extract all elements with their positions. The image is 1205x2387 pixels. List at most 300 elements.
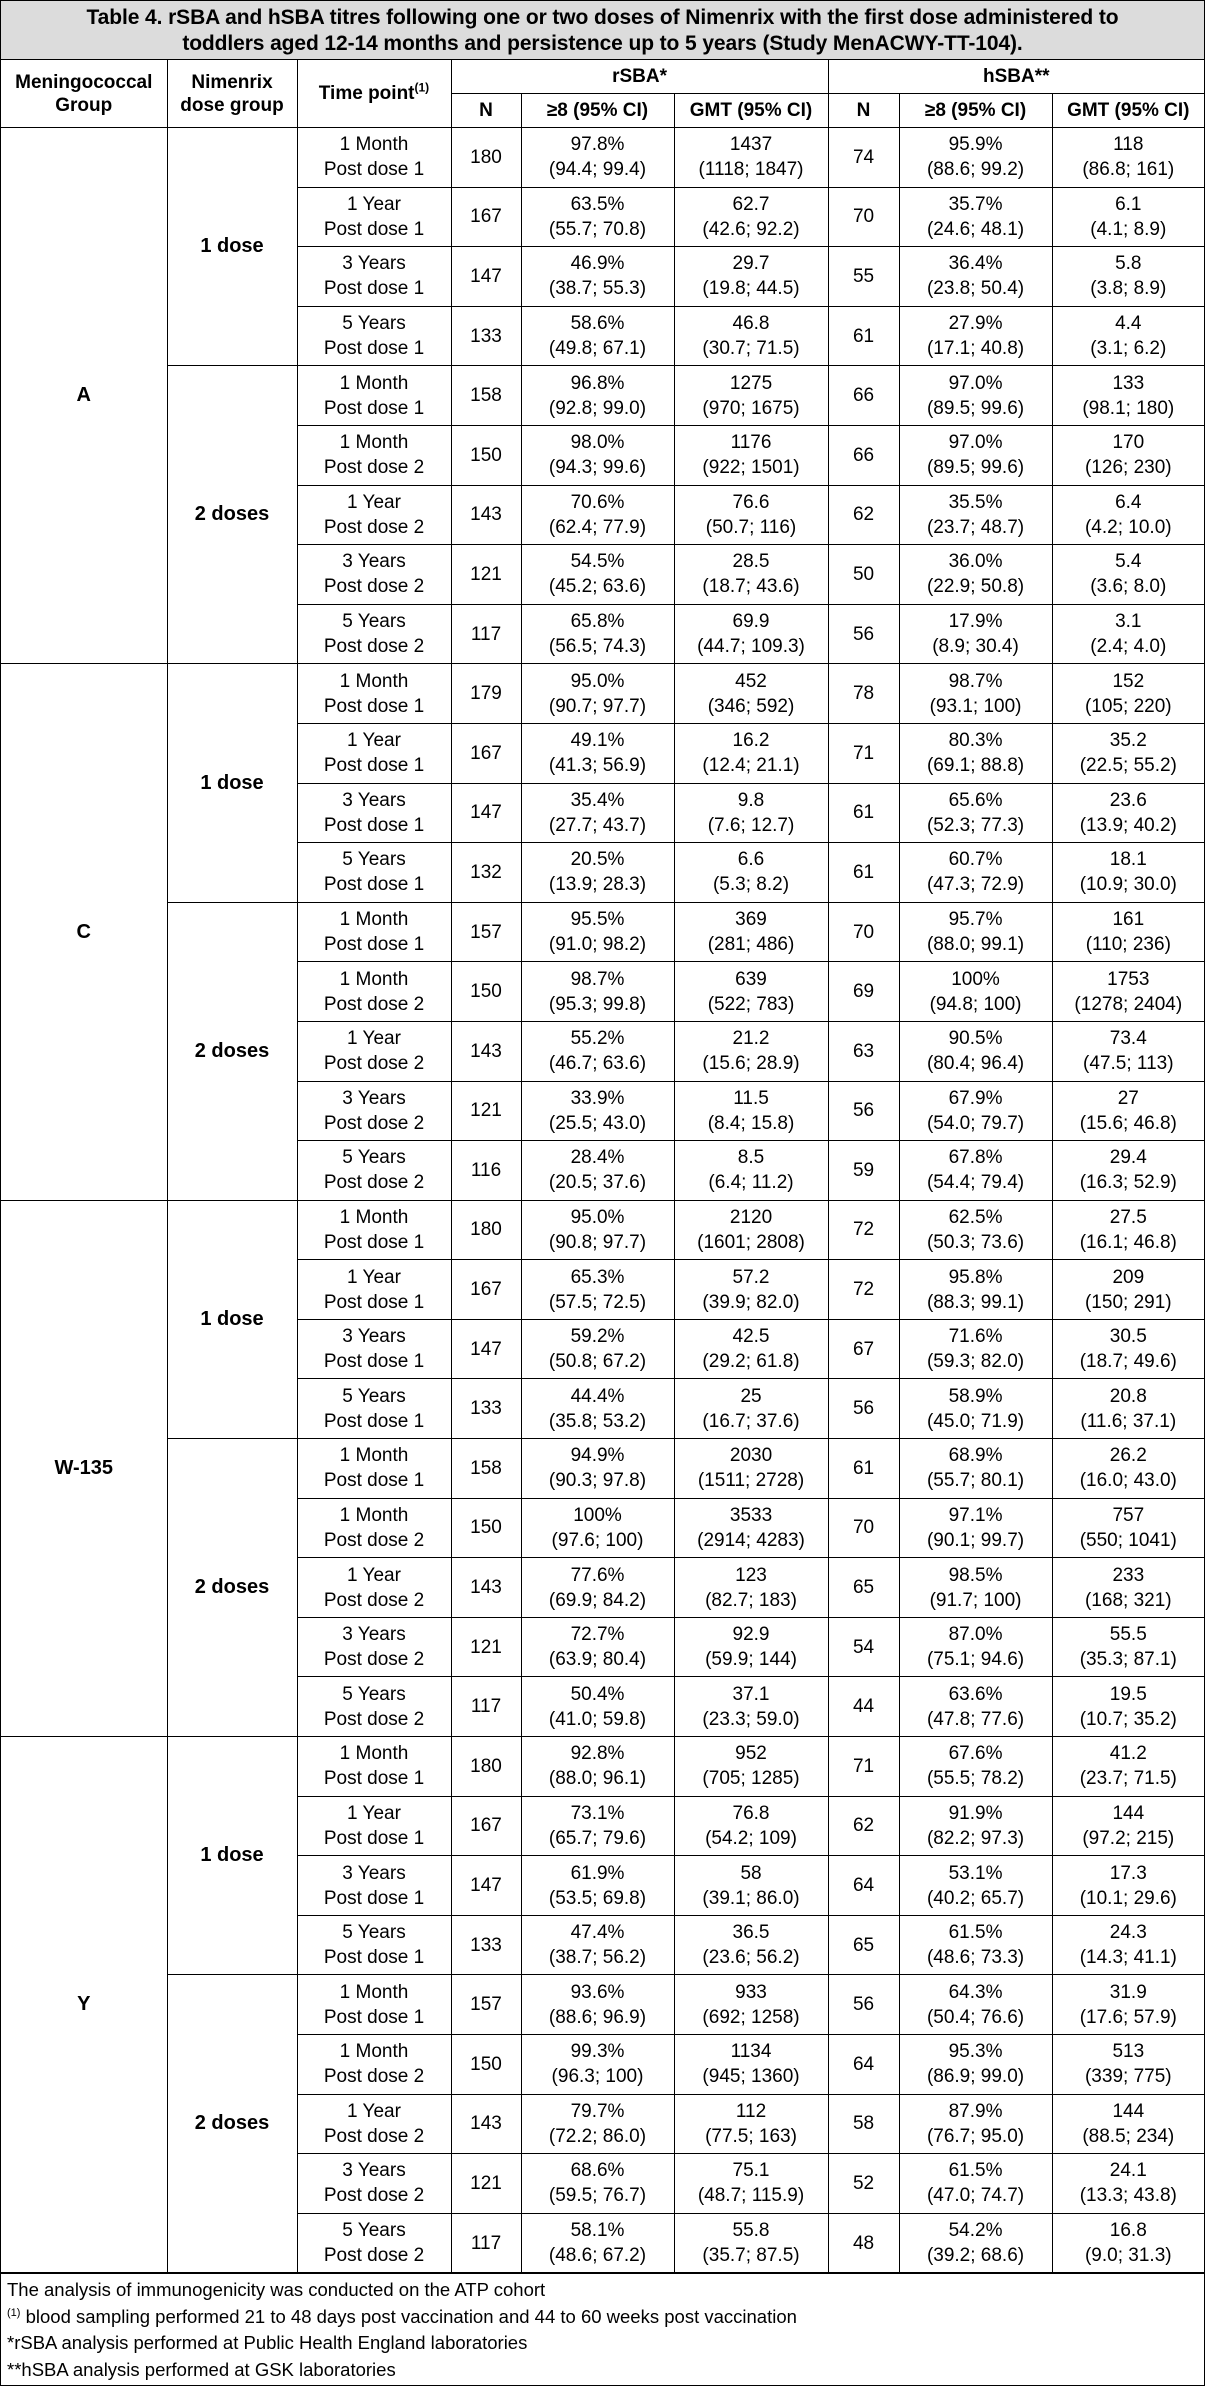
hsba-n-cell: 59 bbox=[828, 1141, 899, 1201]
caption-line-2: toddlers aged 12-14 months and persistence up to 5 years (Study MenACWY-TT-104). bbox=[182, 32, 1023, 55]
hsba-n-cell: 64 bbox=[828, 2035, 899, 2095]
value-main: 452 bbox=[735, 670, 767, 692]
hsba-n-cell: 61 bbox=[828, 783, 899, 843]
value-ci: (47.5; 113) bbox=[1083, 1053, 1174, 1075]
header-hsba-gmt: GMT (95% CI) bbox=[1052, 94, 1204, 128]
value-ci: (59.3; 82.0) bbox=[926, 1351, 1025, 1373]
footnote-hsba: **hSBA analysis performed at GSK laboratories bbox=[7, 2358, 396, 2380]
value-ci: (91.0; 98.2) bbox=[548, 934, 647, 956]
time-point-cell bbox=[297, 306, 451, 366]
hsba-n-cell: 50 bbox=[828, 545, 899, 605]
value-main: 65.8% bbox=[570, 611, 625, 633]
value-ci: (13.9; 28.3) bbox=[548, 874, 647, 896]
value-ci: Post dose 1 bbox=[323, 1291, 425, 1313]
value-main: 3533 bbox=[729, 1504, 773, 1526]
value-main: 23.6 bbox=[1109, 789, 1147, 811]
rsba-n-cell: 150 bbox=[451, 1498, 521, 1558]
value-main: 68.6% bbox=[570, 2160, 625, 2182]
hsba-gmt-cell bbox=[1052, 306, 1204, 366]
value-ci: (9.0; 31.3) bbox=[1084, 2245, 1172, 2267]
value-main: 67.8% bbox=[948, 1147, 1003, 1169]
value-ci: (35.8; 53.2) bbox=[548, 1410, 647, 1432]
value-ci: (945; 1360) bbox=[702, 2066, 800, 2088]
value-main: 61.5% bbox=[948, 2160, 1003, 2182]
value-ci: (4.1; 8.9) bbox=[1090, 218, 1167, 240]
value-main: 65.6% bbox=[948, 789, 1003, 811]
value-ci: (150; 291) bbox=[1084, 1291, 1172, 1313]
value-main: 5 Years bbox=[342, 1147, 406, 1169]
dose-group-cell: 2 doses bbox=[167, 1975, 297, 2273]
value-main: 1 Month bbox=[339, 909, 409, 931]
footnote-marker: (1) bbox=[414, 80, 430, 95]
value-main: 44.4% bbox=[570, 1385, 625, 1407]
value-ci: Post dose 1 bbox=[323, 814, 425, 836]
time-point-cell bbox=[297, 2154, 451, 2214]
hsba-n-cell: 71 bbox=[828, 723, 899, 783]
hsba-gmt-cell bbox=[1052, 1260, 1204, 1320]
hsba-n-cell: 55 bbox=[828, 247, 899, 307]
value-main: 1437 bbox=[729, 134, 773, 156]
rsba-n-cell: 143 bbox=[451, 1558, 521, 1618]
value-ci: (47.8; 77.6) bbox=[926, 1708, 1025, 1730]
value-main: 3 Years bbox=[342, 1326, 406, 1348]
value-main: 60.7% bbox=[948, 849, 1003, 871]
value-ci: (97.2; 215) bbox=[1082, 1827, 1175, 1849]
value-main: 5 Years bbox=[342, 1683, 406, 1705]
value-main: 1 Year bbox=[347, 491, 401, 513]
value-main: 1 Month bbox=[339, 1206, 409, 1228]
value-ci: (14.3; 41.1) bbox=[1079, 1947, 1177, 1969]
rsba-gmt-cell bbox=[674, 485, 828, 545]
value-main: 95.3% bbox=[948, 2041, 1003, 2063]
value-main: 1 Month bbox=[339, 1504, 409, 1526]
rsba-n-cell: 167 bbox=[451, 187, 521, 247]
value-ci: (1511; 2728) bbox=[697, 1470, 805, 1492]
value-ci: (22.5; 55.2) bbox=[1079, 755, 1177, 777]
value-ci: Post dose 2 bbox=[323, 2125, 425, 2147]
value-ci: (27.7; 43.7) bbox=[548, 814, 647, 836]
value-ci: (88.6; 96.9) bbox=[548, 2006, 647, 2028]
rsba-n-cell: 167 bbox=[451, 723, 521, 783]
rsba-ge8-cell bbox=[521, 1260, 674, 1320]
hsba-gmt-cell bbox=[1052, 604, 1204, 664]
value-main: 3 Years bbox=[342, 551, 406, 573]
hsba-ge8-cell bbox=[899, 1617, 1052, 1677]
value-ci: (346; 592) bbox=[707, 695, 795, 717]
hsba-gmt-cell bbox=[1052, 366, 1204, 426]
value-main: 16.2 bbox=[732, 730, 770, 752]
value-main: 1 Month bbox=[339, 968, 409, 990]
value-main: 59.2% bbox=[570, 1326, 625, 1348]
value-ci: Post dose 1 bbox=[323, 1231, 425, 1253]
hsba-ge8-cell bbox=[899, 366, 1052, 426]
value-main: 3 Years bbox=[342, 789, 406, 811]
value-main: 92.9 bbox=[732, 1624, 770, 1646]
value-ci: Post dose 1 bbox=[323, 695, 425, 717]
hsba-gmt-cell bbox=[1052, 1617, 1204, 1677]
value-main: 6.4 bbox=[1115, 491, 1142, 513]
value-main: 37.1 bbox=[732, 1683, 770, 1705]
rsba-ge8-cell bbox=[521, 1975, 674, 2035]
rsba-ge8-cell bbox=[521, 962, 674, 1022]
value-ci: (38.7; 56.2) bbox=[548, 1947, 647, 1969]
rsba-gmt-cell bbox=[674, 187, 828, 247]
value-ci: (50.3; 73.6) bbox=[926, 1231, 1025, 1253]
table-row bbox=[1, 128, 1204, 188]
value-main: 58.9% bbox=[948, 1385, 1003, 1407]
value-main: 92.8% bbox=[570, 1743, 625, 1765]
value-ci: Post dose 2 bbox=[323, 1112, 425, 1134]
rsba-ge8-cell bbox=[521, 1379, 674, 1439]
value-ci: Post dose 1 bbox=[323, 159, 425, 181]
rsba-n-cell: 150 bbox=[451, 425, 521, 485]
value-main: 90.5% bbox=[948, 1028, 1003, 1050]
time-point-cell bbox=[297, 2035, 451, 2095]
meningococcal-group-cell: A bbox=[1, 128, 167, 664]
footnote-blood-sampling bbox=[7, 2304, 1198, 2331]
hsba-gmt-cell bbox=[1052, 2213, 1204, 2273]
rsba-ge8-cell bbox=[521, 1677, 674, 1737]
table-row bbox=[1, 366, 1204, 426]
rsba-ge8-cell bbox=[521, 425, 674, 485]
value-ci: Post dose 1 bbox=[323, 218, 425, 240]
hsba-ge8-cell bbox=[899, 962, 1052, 1022]
value-ci: (72.2; 86.0) bbox=[548, 2125, 647, 2147]
hsba-gmt-cell bbox=[1052, 1021, 1204, 1081]
value-ci: (69.1; 88.8) bbox=[926, 755, 1025, 777]
value-ci: (88.0; 99.1) bbox=[926, 934, 1025, 956]
value-ci: (16.3; 52.9) bbox=[1079, 1172, 1177, 1194]
time-point-cell bbox=[297, 2213, 451, 2273]
value-main: 73.1% bbox=[570, 1802, 625, 1824]
hsba-ge8-cell bbox=[899, 1796, 1052, 1856]
dose-group-cell: 1 dose bbox=[167, 128, 297, 366]
hsba-gmt-cell bbox=[1052, 1081, 1204, 1141]
rsba-gmt-cell bbox=[674, 843, 828, 903]
value-ci: (54.0; 79.7) bbox=[926, 1112, 1025, 1134]
rsba-gmt-cell bbox=[674, 1796, 828, 1856]
value-ci: (88.3; 99.1) bbox=[926, 1291, 1025, 1313]
hsba-ge8-cell bbox=[899, 843, 1052, 903]
value-main: 28.4% bbox=[570, 1147, 625, 1169]
value-ci: (69.9; 84.2) bbox=[548, 1589, 647, 1611]
hsba-n-cell: 66 bbox=[828, 425, 899, 485]
dose-group-cell: 2 doses bbox=[167, 366, 297, 664]
hsba-ge8-cell bbox=[899, 1021, 1052, 1081]
rsba-n-cell: 121 bbox=[451, 2154, 521, 2214]
value-main: 27.5 bbox=[1109, 1206, 1147, 1228]
value-main: 3 Years bbox=[342, 1087, 406, 1109]
value-ci: Post dose 2 bbox=[323, 1053, 425, 1075]
value-main: 99.3% bbox=[570, 2041, 625, 2063]
time-point-cell bbox=[297, 1915, 451, 1975]
rsba-n-cell: 167 bbox=[451, 1260, 521, 1320]
value-main: 61.5% bbox=[948, 1922, 1003, 1944]
value-main: 42.5 bbox=[732, 1326, 770, 1348]
time-point-cell bbox=[297, 1141, 451, 1201]
header-text: dose group bbox=[180, 94, 284, 116]
value-main: 76.6 bbox=[732, 491, 770, 513]
value-ci: (970; 1675) bbox=[702, 397, 800, 419]
hsba-n-cell: 61 bbox=[828, 1439, 899, 1499]
rsba-gmt-cell bbox=[674, 1379, 828, 1439]
hsba-ge8-cell bbox=[899, 247, 1052, 307]
value-ci: (89.5; 99.6) bbox=[926, 397, 1025, 419]
hsba-gmt-cell bbox=[1052, 247, 1204, 307]
rsba-n-cell: 147 bbox=[451, 1319, 521, 1379]
value-ci: (49.8; 67.1) bbox=[548, 338, 647, 360]
value-main: 97.0% bbox=[948, 432, 1003, 454]
value-ci: Post dose 1 bbox=[323, 1351, 425, 1373]
value-ci: (8.9; 30.4) bbox=[932, 636, 1019, 658]
rsba-ge8-cell bbox=[521, 902, 674, 962]
value-ci: (7.6; 12.7) bbox=[707, 814, 795, 836]
value-main: 25 bbox=[740, 1385, 762, 1407]
value-main: 3 Years bbox=[342, 1624, 406, 1646]
value-main: 98.5% bbox=[948, 1564, 1003, 1586]
value-main: 1 Month bbox=[339, 432, 409, 454]
value-main: 21.2 bbox=[732, 1028, 770, 1050]
hsba-n-cell: 65 bbox=[828, 1915, 899, 1975]
rsba-gmt-cell bbox=[674, 2154, 828, 2214]
rsba-ge8-cell bbox=[521, 366, 674, 426]
value-main: 4.4 bbox=[1115, 313, 1142, 335]
value-main: 36.4% bbox=[948, 253, 1003, 275]
value-main: 29.4 bbox=[1109, 1147, 1147, 1169]
value-ci: (281; 486) bbox=[707, 934, 795, 956]
value-ci: Post dose 2 bbox=[323, 2245, 425, 2267]
value-main: 1 Year bbox=[347, 193, 401, 215]
value-ci: (23.6; 56.2) bbox=[702, 1947, 800, 1969]
value-ci: (96.3; 100) bbox=[551, 2066, 644, 2088]
value-ci: (40.2; 65.7) bbox=[926, 1887, 1025, 1909]
header-hsba: hSBA** bbox=[828, 60, 1204, 94]
hsba-ge8-cell bbox=[899, 723, 1052, 783]
value-ci: (41.3; 56.9) bbox=[548, 755, 647, 777]
value-main: 46.9% bbox=[570, 253, 625, 275]
rsba-gmt-cell bbox=[674, 604, 828, 664]
value-ci: (47.0; 74.7) bbox=[926, 2185, 1025, 2207]
rsba-n-cell: 158 bbox=[451, 366, 521, 426]
value-ci: (57.5; 72.5) bbox=[548, 1291, 647, 1313]
value-main: 58.6% bbox=[570, 313, 625, 335]
value-ci: Post dose 2 bbox=[323, 1649, 425, 1671]
value-ci: (95.3; 99.8) bbox=[548, 993, 647, 1015]
value-ci: Post dose 1 bbox=[323, 1470, 425, 1492]
rsba-n-cell: 117 bbox=[451, 1677, 521, 1737]
value-ci: (56.5; 74.3) bbox=[548, 636, 647, 658]
hsba-gmt-cell bbox=[1052, 723, 1204, 783]
value-ci: (86.8; 161) bbox=[1082, 159, 1175, 181]
value-main: 1 Year bbox=[347, 730, 401, 752]
value-ci: (46.7; 63.6) bbox=[548, 1053, 647, 1075]
value-ci: Post dose 2 bbox=[323, 457, 425, 479]
hsba-gmt-cell bbox=[1052, 962, 1204, 1022]
value-ci: Post dose 1 bbox=[323, 755, 425, 777]
hsba-ge8-cell bbox=[899, 1081, 1052, 1141]
value-main: 233 bbox=[1112, 1564, 1145, 1586]
rsba-ge8-cell bbox=[521, 843, 674, 903]
value-ci: (48.6; 73.3) bbox=[926, 1947, 1025, 1969]
value-main: 57.2 bbox=[732, 1266, 770, 1288]
hsba-ge8-cell bbox=[899, 485, 1052, 545]
value-main: 63.5% bbox=[570, 193, 625, 215]
value-main: 20.8 bbox=[1109, 1385, 1147, 1407]
value-ci: Post dose 2 bbox=[323, 516, 425, 538]
rsba-ge8-cell bbox=[521, 1319, 674, 1379]
value-ci: (692; 1258) bbox=[702, 2006, 800, 2028]
value-main: 11.5 bbox=[733, 1087, 769, 1109]
time-point-cell bbox=[297, 1021, 451, 1081]
value-main: 24.1 bbox=[1109, 2160, 1147, 2182]
hsba-gmt-cell bbox=[1052, 664, 1204, 724]
rsba-n-cell: 180 bbox=[451, 128, 521, 188]
value-main: 5 Years bbox=[342, 611, 406, 633]
value-ci: Post dose 1 bbox=[323, 1887, 425, 1909]
rsba-n-cell: 147 bbox=[451, 247, 521, 307]
dose-group-cell: 1 dose bbox=[167, 1737, 297, 1975]
rsba-n-cell: 167 bbox=[451, 1796, 521, 1856]
value-main: 1 Month bbox=[339, 372, 409, 394]
value-main: 55.5 bbox=[1109, 1624, 1147, 1646]
value-ci: Post dose 2 bbox=[323, 636, 425, 658]
value-main: 1 Year bbox=[347, 1802, 401, 1824]
rsba-ge8-cell bbox=[521, 1915, 674, 1975]
rsba-gmt-cell bbox=[674, 1677, 828, 1737]
value-main: 93.6% bbox=[570, 1981, 625, 2003]
value-main: 5 Years bbox=[342, 1922, 406, 1944]
time-point-cell bbox=[297, 962, 451, 1022]
value-main: 123 bbox=[735, 1564, 767, 1586]
hsba-ge8-cell bbox=[899, 1200, 1052, 1260]
value-ci: (922; 1501) bbox=[702, 457, 800, 479]
value-ci: (90.8; 97.7) bbox=[548, 1231, 647, 1253]
value-ci: (11.6; 37.1) bbox=[1080, 1410, 1177, 1432]
value-ci: (77.5; 163) bbox=[705, 2125, 797, 2147]
table-row bbox=[1, 1200, 1204, 1260]
dose-group-cell: 1 dose bbox=[167, 1200, 297, 1438]
value-ci: (1601; 2808) bbox=[697, 1231, 805, 1253]
value-ci: (59.5; 76.7) bbox=[548, 2185, 647, 2207]
hsba-ge8-cell bbox=[899, 2213, 1052, 2273]
rsba-ge8-cell bbox=[521, 1081, 674, 1141]
value-ci: (54.2; 109) bbox=[705, 1827, 797, 1849]
footnote-text: blood sampling performed 21 to 48 days post vaccination and 44 to 60 weeks post vaccination bbox=[20, 2305, 797, 2327]
value-main: 9.8 bbox=[737, 789, 765, 811]
header-rsba-ge8: ≥8 (95% CI) bbox=[521, 94, 674, 128]
hsba-n-cell: 70 bbox=[828, 1498, 899, 1558]
value-main: 1 Year bbox=[347, 1028, 401, 1050]
value-main: 35.2 bbox=[1109, 730, 1147, 752]
hsba-n-cell: 61 bbox=[828, 306, 899, 366]
value-main: 75.1 bbox=[732, 2160, 770, 2182]
dose-group-cell: 1 dose bbox=[167, 664, 297, 902]
value-main: 6.6 bbox=[737, 849, 765, 871]
value-ci: (16.1; 46.8) bbox=[1079, 1231, 1177, 1253]
value-ci: Post dose 2 bbox=[323, 2066, 425, 2088]
hsba-gmt-cell bbox=[1052, 783, 1204, 843]
hsba-gmt-cell bbox=[1052, 128, 1204, 188]
value-ci: (1278; 2404) bbox=[1074, 993, 1183, 1015]
rsba-gmt-cell bbox=[674, 2094, 828, 2154]
value-ci: (41.0; 59.8) bbox=[548, 1708, 647, 1730]
value-main: 80.3% bbox=[948, 730, 1003, 752]
value-main: 49.1% bbox=[570, 730, 625, 752]
rsba-gmt-cell bbox=[674, 962, 828, 1022]
hsba-gmt-cell bbox=[1052, 1379, 1204, 1439]
hsba-ge8-cell bbox=[899, 1856, 1052, 1916]
value-main: 98.7% bbox=[570, 968, 625, 990]
value-ci: (2.4; 4.0) bbox=[1090, 636, 1167, 658]
value-main: 144 bbox=[1112, 2100, 1145, 2122]
hsba-gmt-cell bbox=[1052, 2035, 1204, 2095]
value-ci: (10.1; 29.6) bbox=[1079, 1887, 1177, 1909]
value-main: 209 bbox=[1112, 1266, 1145, 1288]
value-main: 1 Month bbox=[339, 670, 409, 692]
rsba-gmt-cell bbox=[674, 2213, 828, 2273]
hsba-ge8-cell bbox=[899, 664, 1052, 724]
time-point-cell bbox=[297, 664, 451, 724]
value-ci: (45.0; 71.9) bbox=[926, 1410, 1025, 1432]
hsba-gmt-cell bbox=[1052, 1915, 1204, 1975]
hsba-ge8-cell bbox=[899, 545, 1052, 605]
value-ci: (24.6; 48.1) bbox=[926, 218, 1025, 240]
hsba-gmt-cell bbox=[1052, 1677, 1204, 1737]
rsba-n-cell: 121 bbox=[451, 1081, 521, 1141]
value-ci: (94.8; 100) bbox=[929, 993, 1022, 1015]
value-ci: (62.4; 77.9) bbox=[548, 516, 647, 538]
value-ci: (90.1; 99.7) bbox=[926, 1529, 1025, 1551]
value-ci: Post dose 1 bbox=[323, 1410, 425, 1432]
header-text: Time point bbox=[318, 83, 415, 104]
value-main: 95.9% bbox=[948, 134, 1003, 156]
value-main: 1 Month bbox=[339, 1981, 409, 2003]
value-main: 41.2 bbox=[1109, 1743, 1147, 1765]
value-ci: (705; 1285) bbox=[702, 1768, 800, 1790]
rsba-n-cell: 143 bbox=[451, 485, 521, 545]
hsba-ge8-cell bbox=[899, 1737, 1052, 1797]
time-point-cell bbox=[297, 1200, 451, 1260]
table-caption bbox=[1, 1, 1204, 60]
value-ci: (10.9; 30.0) bbox=[1079, 874, 1177, 896]
header-hsba-n: N bbox=[828, 94, 899, 128]
value-ci: (5.3; 8.2) bbox=[712, 874, 790, 896]
hsba-n-cell: 72 bbox=[828, 1260, 899, 1320]
rsba-n-cell: 157 bbox=[451, 902, 521, 962]
value-main: 62.5% bbox=[948, 1206, 1003, 1228]
value-main: 64.3% bbox=[948, 1981, 1003, 2003]
hsba-n-cell: 56 bbox=[828, 1081, 899, 1141]
value-main: 144 bbox=[1112, 1802, 1145, 1824]
rsba-n-cell: 147 bbox=[451, 1856, 521, 1916]
value-main: 31.9 bbox=[1109, 1981, 1147, 2003]
value-main: 5 Years bbox=[342, 313, 406, 335]
hsba-ge8-cell bbox=[899, 902, 1052, 962]
hsba-ge8-cell bbox=[899, 2154, 1052, 2214]
hsba-ge8-cell bbox=[899, 783, 1052, 843]
time-point-cell bbox=[297, 485, 451, 545]
hsba-n-cell: 48 bbox=[828, 2213, 899, 2273]
value-main: 87.9% bbox=[948, 2100, 1003, 2122]
time-point-cell bbox=[297, 1081, 451, 1141]
value-main: 3 Years bbox=[342, 2160, 406, 2182]
value-main: 18.1 bbox=[1109, 849, 1147, 871]
rsba-n-cell: 117 bbox=[451, 604, 521, 664]
rsba-ge8-cell bbox=[521, 1200, 674, 1260]
value-ci: (42.6; 92.2) bbox=[702, 218, 800, 240]
value-main: 58 bbox=[740, 1862, 762, 1884]
value-ci: (17.1; 40.8) bbox=[926, 338, 1025, 360]
